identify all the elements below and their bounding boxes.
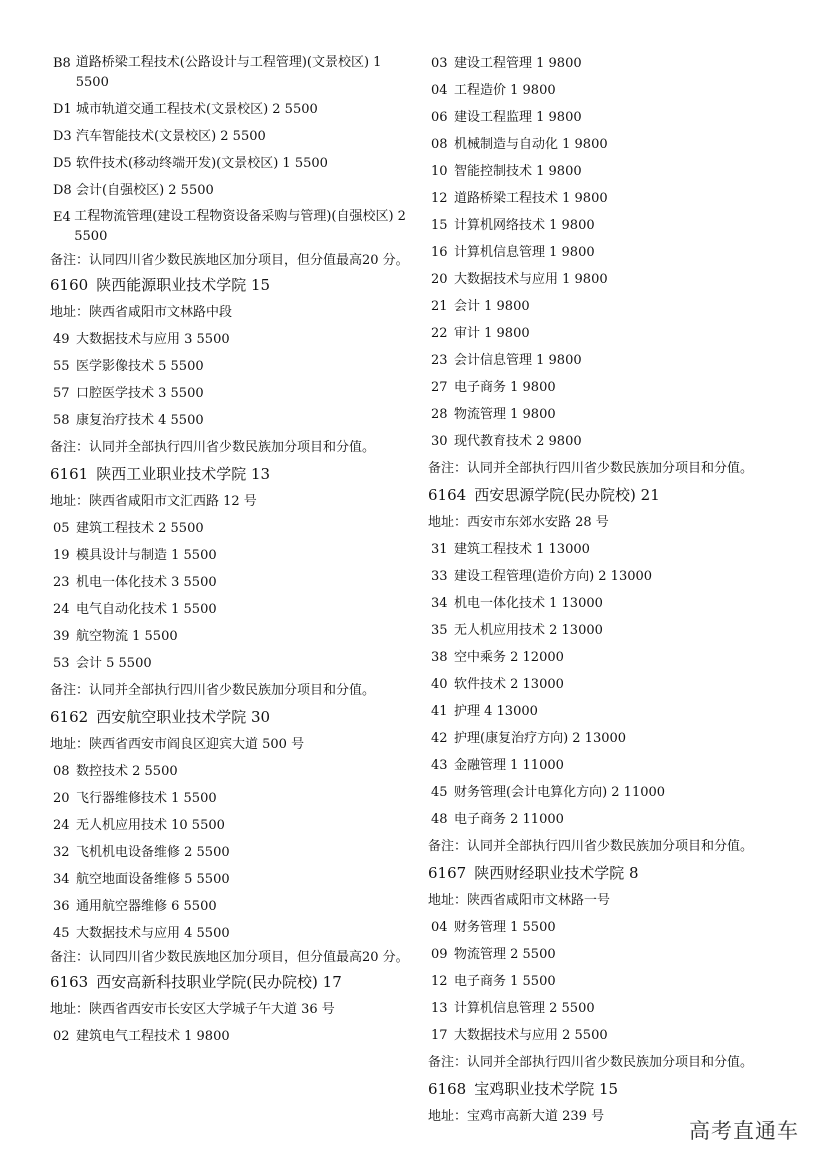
major-entry bbox=[428, 563, 818, 590]
major-entry bbox=[428, 644, 818, 671]
major-detail: 数控技术 2 5500 bbox=[76, 764, 178, 779]
major-detail: 计算机信息管理 1 9800 bbox=[454, 245, 595, 260]
major-code: 23 bbox=[53, 575, 70, 590]
school-heading bbox=[50, 272, 415, 299]
major-entry bbox=[428, 104, 818, 131]
major-entry bbox=[50, 150, 415, 177]
major-entry bbox=[50, 123, 415, 150]
major-code: 02 bbox=[53, 1029, 70, 1044]
major-code: 24 bbox=[53, 818, 70, 833]
school-name: 陕西工业职业技术学院 13 bbox=[96, 465, 271, 483]
major-code: 57 bbox=[53, 386, 70, 401]
major-code: 32 bbox=[53, 845, 70, 860]
major-detail: 电气自动化技术 1 5500 bbox=[76, 602, 217, 617]
major-detail: 工程造价 1 9800 bbox=[454, 83, 556, 98]
major-entry bbox=[50, 920, 415, 947]
major-entry bbox=[50, 650, 415, 677]
major-code: 39 bbox=[53, 629, 70, 644]
major-entry bbox=[50, 177, 415, 204]
major-entry bbox=[428, 266, 818, 293]
major-detail: 大数据技术与应用 4 5500 bbox=[76, 926, 230, 941]
major-detail: 物流管理 1 9800 bbox=[454, 407, 556, 422]
school-heading bbox=[428, 860, 818, 887]
major-entry bbox=[50, 893, 415, 920]
major-code: 16 bbox=[431, 245, 448, 260]
major-entry bbox=[50, 623, 415, 650]
address-text: 地址：陕西省咸阳市文林路中段 bbox=[50, 305, 233, 320]
major-code: 13 bbox=[431, 1001, 448, 1016]
major-entry bbox=[428, 347, 818, 374]
major-code: 20 bbox=[431, 272, 448, 287]
major-entry bbox=[428, 617, 818, 644]
school-id: 6161 bbox=[50, 465, 89, 483]
major-detail: 模具设计与制造 1 5500 bbox=[76, 548, 217, 563]
major-code: 36 bbox=[53, 899, 70, 914]
major-code: D3 bbox=[53, 129, 72, 144]
major-entry bbox=[428, 536, 818, 563]
right-column bbox=[428, 50, 818, 1130]
major-detail: 计算机信息管理 2 5500 bbox=[454, 1001, 595, 1016]
major-detail: 医学影像技术 5 5500 bbox=[76, 359, 204, 374]
major-detail: 机械制造与自动化 1 9800 bbox=[454, 137, 608, 152]
major-detail: 护理(康复治疗方向) 2 13000 bbox=[454, 731, 627, 746]
major-code: 04 bbox=[431, 920, 448, 935]
school-heading bbox=[50, 461, 415, 488]
school-name: 西安高新科技职业学院(民办院校) 17 bbox=[96, 973, 342, 991]
major-detail: 财务管理(会计电算化方向) 2 11000 bbox=[454, 785, 666, 800]
watermark: 高考直通车 bbox=[689, 1119, 799, 1143]
major-code: D1 bbox=[53, 102, 72, 117]
major-code: 45 bbox=[431, 785, 448, 800]
school-id: 6162 bbox=[50, 708, 89, 726]
major-entry bbox=[50, 839, 415, 866]
major-code: 10 bbox=[431, 164, 448, 179]
major-code: 33 bbox=[431, 569, 448, 584]
major-code: 19 bbox=[53, 548, 70, 563]
school-name: 陕西财经职业技术学院 8 bbox=[474, 864, 639, 882]
major-entry bbox=[428, 50, 818, 77]
major-code: 35 bbox=[431, 623, 448, 638]
major-detail: 工程物流管理(建设工程物资设备采购与管理)(自强校区) 2 5500 bbox=[74, 209, 406, 244]
major-code: 45 bbox=[53, 926, 70, 941]
major-entry bbox=[428, 293, 818, 320]
major-entry bbox=[50, 204, 415, 250]
major-code: 38 bbox=[431, 650, 448, 665]
major-detail: 软件技术(移动终端开发)(文景校区) 1 5500 bbox=[76, 156, 328, 171]
school-name: 西安思源学院(民办院校) 21 bbox=[474, 486, 660, 504]
major-detail: 金融管理 1 11000 bbox=[454, 758, 564, 773]
major-detail: 空中乘务 2 12000 bbox=[454, 650, 564, 665]
major-detail: 软件技术 2 13000 bbox=[454, 677, 564, 692]
major-code: 58 bbox=[53, 413, 70, 428]
major-detail: 大数据技术与应用 3 5500 bbox=[76, 332, 230, 347]
major-code: 48 bbox=[431, 812, 448, 827]
major-code: 41 bbox=[431, 704, 448, 719]
major-entry bbox=[428, 374, 818, 401]
major-detail: 建筑工程技术 2 5500 bbox=[76, 521, 204, 536]
major-detail: 大数据技术与应用 2 5500 bbox=[454, 1028, 608, 1043]
major-detail: 护理 4 13000 bbox=[454, 704, 538, 719]
major-code: 49 bbox=[53, 332, 70, 347]
major-entry bbox=[428, 590, 818, 617]
major-code: 08 bbox=[431, 137, 448, 152]
major-detail: 会计 5 5500 bbox=[76, 656, 152, 671]
major-entry bbox=[428, 320, 818, 347]
major-detail: 物流管理 2 5500 bbox=[454, 947, 556, 962]
remark-text: 备注：认同并全部执行四川省少数民族加分项目和分值。 bbox=[50, 440, 376, 455]
address-text: 地址：陕西省咸阳市文汇西路 12 号 bbox=[50, 494, 257, 509]
major-detail: 道路桥梁工程技术 1 9800 bbox=[454, 191, 608, 206]
address-text: 地址：陕西省西安市阎良区迎宾大道 500 号 bbox=[50, 737, 305, 752]
major-entry bbox=[50, 50, 415, 96]
school-heading bbox=[50, 704, 415, 731]
remark-text: 备注：认同并全部执行四川省少数民族加分项目和分值。 bbox=[428, 461, 754, 476]
major-code: 31 bbox=[431, 542, 448, 557]
major-entry bbox=[50, 866, 415, 893]
major-code: 27 bbox=[431, 380, 448, 395]
major-code: 42 bbox=[431, 731, 448, 746]
remark-text: 备注：认同并全部执行四川省少数民族加分项目和分值。 bbox=[428, 1055, 754, 1070]
major-entry bbox=[428, 239, 818, 266]
major-detail: 城市轨道交通工程技术(文景校区) 2 5500 bbox=[76, 102, 318, 117]
major-code: 34 bbox=[431, 596, 448, 611]
major-code: 40 bbox=[431, 677, 448, 692]
major-detail: 建筑电气工程技术 1 9800 bbox=[76, 1029, 230, 1044]
address-text: 地址：陕西省咸阳市文林路一号 bbox=[428, 893, 611, 908]
remark-text: 备注：认同并全部执行四川省少数民族加分项目和分值。 bbox=[428, 839, 754, 854]
major-detail: 电子商务 2 11000 bbox=[454, 812, 564, 827]
major-entry bbox=[428, 77, 818, 104]
major-code: B8 bbox=[53, 56, 71, 71]
major-detail: 大数据技术与应用 1 9800 bbox=[454, 272, 608, 287]
school-id: 6163 bbox=[50, 973, 89, 991]
school-name: 陕西能源职业技术学院 15 bbox=[96, 276, 271, 294]
major-detail: 无人机应用技术 2 13000 bbox=[454, 623, 603, 638]
major-entry bbox=[50, 380, 415, 407]
major-code: 15 bbox=[431, 218, 448, 233]
major-entry bbox=[428, 401, 818, 428]
major-code: 34 bbox=[53, 872, 70, 887]
major-code: 05 bbox=[53, 521, 70, 536]
major-entry bbox=[50, 812, 415, 839]
school-id: 6160 bbox=[50, 276, 89, 294]
major-detail: 汽车智能技术(文景校区) 2 5500 bbox=[76, 129, 266, 144]
major-entry bbox=[428, 1022, 818, 1049]
major-detail: 无人机应用技术 10 5500 bbox=[76, 818, 225, 833]
major-entry bbox=[50, 407, 415, 434]
major-detail: 计算机网络技术 1 9800 bbox=[454, 218, 595, 233]
major-entry bbox=[428, 428, 818, 455]
major-code: 08 bbox=[53, 764, 70, 779]
major-code: 24 bbox=[53, 602, 70, 617]
major-code: 53 bbox=[53, 656, 70, 671]
major-detail: 建筑工程技术 1 13000 bbox=[454, 542, 590, 557]
major-entry bbox=[428, 752, 818, 779]
major-entry bbox=[428, 158, 818, 185]
remark-text: 备注：认同四川省少数民族地区加分项目，但分值最高20 分。 bbox=[50, 253, 409, 268]
school-heading bbox=[428, 482, 818, 509]
major-entry bbox=[428, 779, 818, 806]
major-detail: 会计信息管理 1 9800 bbox=[454, 353, 582, 368]
major-code: 23 bbox=[431, 353, 448, 368]
major-detail: 会计 1 9800 bbox=[454, 299, 530, 314]
major-detail: 航空地面设备维修 5 5500 bbox=[76, 872, 230, 887]
major-entry bbox=[428, 698, 818, 725]
school-id: 6164 bbox=[428, 486, 467, 504]
major-code: D8 bbox=[53, 183, 72, 198]
school-name: 宝鸡职业技术学院 15 bbox=[474, 1080, 619, 1098]
major-code: 03 bbox=[431, 56, 448, 71]
major-detail: 道路桥梁工程技术(公路设计与工程管理)(文景校区) 1 5500 bbox=[75, 55, 382, 90]
school-id: 6168 bbox=[428, 1080, 467, 1098]
major-code: 04 bbox=[431, 83, 448, 98]
remark-text: 备注：认同四川省少数民族地区加分项目，但分值最高20 分。 bbox=[50, 950, 409, 965]
address-text: 地址：陕西省西安市长安区大学城子午大道 36 号 bbox=[50, 1002, 335, 1017]
major-code: 30 bbox=[431, 434, 448, 449]
address-text: 地址：西安市东郊水安路 28 号 bbox=[428, 515, 609, 530]
major-detail: 电子商务 1 9800 bbox=[454, 380, 556, 395]
major-entry bbox=[50, 542, 415, 569]
major-entry bbox=[428, 212, 818, 239]
major-entry bbox=[428, 941, 818, 968]
major-entry bbox=[50, 785, 415, 812]
major-detail: 机电一体化技术 3 5500 bbox=[76, 575, 217, 590]
major-entry bbox=[50, 569, 415, 596]
major-entry bbox=[50, 758, 415, 785]
major-detail: 电子商务 1 5500 bbox=[454, 974, 556, 989]
major-entry bbox=[428, 671, 818, 698]
major-entry bbox=[50, 326, 415, 353]
major-detail: 建设工程管理(造价方向) 2 13000 bbox=[454, 569, 653, 584]
major-code: 20 bbox=[53, 791, 70, 806]
left-column bbox=[50, 50, 415, 1050]
major-detail: 财务管理 1 5500 bbox=[454, 920, 556, 935]
major-detail: 建设工程监理 1 9800 bbox=[454, 110, 582, 125]
major-detail: 飞行器维修技术 1 5500 bbox=[76, 791, 217, 806]
remark-text: 备注：认同并全部执行四川省少数民族加分项目和分值。 bbox=[50, 683, 376, 698]
major-detail: 现代教育技术 2 9800 bbox=[454, 434, 582, 449]
major-detail: 机电一体化技术 1 13000 bbox=[454, 596, 603, 611]
school-heading bbox=[428, 1076, 818, 1103]
major-code: 17 bbox=[431, 1028, 448, 1043]
major-detail: 通用航空器维修 6 5500 bbox=[76, 899, 217, 914]
major-code: 06 bbox=[431, 110, 448, 125]
major-code: E4 bbox=[53, 210, 71, 225]
major-entry bbox=[428, 968, 818, 995]
major-detail: 航空物流 1 5500 bbox=[76, 629, 178, 644]
major-entry bbox=[428, 725, 818, 752]
major-entry bbox=[50, 1023, 415, 1050]
major-code: D5 bbox=[53, 156, 72, 171]
school-heading bbox=[50, 969, 415, 996]
major-entry bbox=[428, 131, 818, 158]
major-code: 21 bbox=[431, 299, 448, 314]
major-detail: 会计(自强校区) 2 5500 bbox=[76, 183, 214, 198]
school-name: 西安航空职业技术学院 30 bbox=[96, 708, 271, 726]
school-id: 6167 bbox=[428, 864, 467, 882]
major-detail: 飞机机电设备维修 2 5500 bbox=[76, 845, 230, 860]
major-detail: 智能控制技术 1 9800 bbox=[454, 164, 582, 179]
major-detail: 康复治疗技术 4 5500 bbox=[76, 413, 204, 428]
major-code: 43 bbox=[431, 758, 448, 773]
major-code: 22 bbox=[431, 326, 448, 341]
major-entry bbox=[50, 515, 415, 542]
major-code: 12 bbox=[431, 191, 448, 206]
major-detail: 建设工程管理 1 9800 bbox=[454, 56, 582, 71]
major-entry bbox=[428, 995, 818, 1022]
major-entry bbox=[428, 185, 818, 212]
major-code: 55 bbox=[53, 359, 70, 374]
major-entry bbox=[50, 596, 415, 623]
address-text: 地址：宝鸡市高新大道 239 号 bbox=[428, 1109, 605, 1124]
major-code: 28 bbox=[431, 407, 448, 422]
major-entry bbox=[428, 806, 818, 833]
major-detail: 口腔医学技术 3 5500 bbox=[76, 386, 204, 401]
major-entry bbox=[50, 96, 415, 123]
major-code: 12 bbox=[431, 974, 448, 989]
major-entry bbox=[428, 914, 818, 941]
major-detail: 审计 1 9800 bbox=[454, 326, 530, 341]
major-entry bbox=[50, 353, 415, 380]
major-code: 09 bbox=[431, 947, 448, 962]
